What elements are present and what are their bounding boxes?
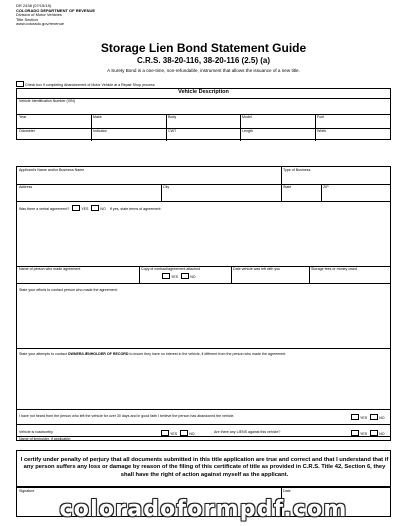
lienholder-name-field[interactable]: Name of lienholder, if applicable: xyxy=(19,436,71,441)
odometer-field[interactable]: Odometer xyxy=(19,129,35,133)
address-field[interactable]: Address xyxy=(19,185,33,189)
division-name: Division of Motor Vehicles xyxy=(16,12,62,18)
abandoned-yes-checkbox[interactable] xyxy=(351,414,359,420)
attempts-contact-field[interactable] xyxy=(19,352,379,356)
contract-copy-label: Copy of contract/agreement attached xyxy=(141,267,201,271)
contract-copy-options xyxy=(162,273,196,279)
make-field[interactable]: Make xyxy=(93,115,102,119)
business-type-field[interactable]: Type of Business xyxy=(283,168,311,172)
repair-shop-checkbox-label: Check box if completing Abandonment of Motor Vehicle at a Repair Shop process xyxy=(25,83,155,87)
website-link[interactable]: www.colorado.gov/revenue xyxy=(16,21,65,27)
roadworthy-yes-label: YES xyxy=(170,432,178,436)
form-id: DR 2438 (07/15/15) xyxy=(16,3,52,8)
length-field[interactable]: Length xyxy=(242,129,253,133)
signature-field[interactable]: Signature xyxy=(19,489,35,493)
repair-shop-checkbox-row xyxy=(16,81,155,87)
verbal-yes-checkbox[interactable] xyxy=(72,205,80,211)
storage-fees-field[interactable]: Storage fees or money owed xyxy=(311,267,357,271)
page-subtitle: C.R.S. 38-20-116, 38-20-116 (2.5) (a) xyxy=(137,56,270,65)
abandoned-yes-label: YES xyxy=(360,416,368,420)
zip-field[interactable]: ZIP xyxy=(323,185,329,189)
intro-text: A Surety Bond is a one-time, non-refundable, instrument that allows the issuance of a new title. xyxy=(107,68,300,73)
attempts-text-post: to insure they have no interest in the vehicle, if different from the person who made the agreement. xyxy=(128,352,287,356)
section-name: Title Section xyxy=(16,16,38,22)
liens-yes-label: YES xyxy=(360,432,368,436)
date-field[interactable]: Date xyxy=(283,489,291,493)
liens-no-label: NO xyxy=(379,432,385,436)
efforts-contact-field[interactable]: State your efforts to contact person who made the agreement: xyxy=(19,288,118,292)
verbal-agreement-question: Was there a verbal agreement? xyxy=(19,207,70,211)
abandoned-no-label: NO xyxy=(379,416,385,420)
attempts-text-bold: OWNER/LIENHOLDER OF RECORD xyxy=(67,352,129,356)
repair-shop-checkbox[interactable] xyxy=(16,81,24,87)
vehicle-section-title: Vehicle Description xyxy=(178,89,229,95)
year-field[interactable]: Year xyxy=(19,115,27,119)
indicator-field[interactable]: Indicator xyxy=(93,129,107,133)
contract-no-label: NO xyxy=(190,275,196,279)
applicant-name-field[interactable]: Applicant's Name and/or Business Name xyxy=(19,168,85,172)
city-field[interactable]: City xyxy=(163,185,170,189)
verbal-no-checkbox[interactable] xyxy=(91,205,99,211)
abandoned-options xyxy=(351,414,385,420)
roadworthy-no-label: NO xyxy=(189,432,195,436)
vehicle-description-table xyxy=(16,88,391,140)
verbal-terms-label: If yes, state terms of agreement: xyxy=(109,207,162,211)
form-header xyxy=(16,4,95,27)
width-field[interactable]: Width xyxy=(317,129,327,133)
date-left-field[interactable]: Date vehicle was left with you xyxy=(233,267,281,271)
contract-yes-checkbox[interactable] xyxy=(162,273,170,279)
fuel-field[interactable]: Fuel xyxy=(317,115,324,119)
verbal-yes-label: YES xyxy=(81,207,89,211)
attempts-text-pre: State your attempts to contact xyxy=(19,352,68,356)
cwt-field[interactable]: CWT xyxy=(168,129,177,133)
contract-yes-label: YES xyxy=(171,275,179,279)
department-name: COLORADO DEPARTMENT OF REVENUE xyxy=(16,7,96,13)
watermark-text: coloradoformpdf.com xyxy=(59,497,348,522)
abandoned-statement: I have not heard from the person who left the vehicle for over 30 days and in good faith I believe the person has abandoned the vehicle. xyxy=(19,414,235,418)
state-field[interactable]: State xyxy=(283,185,292,189)
applicant-table xyxy=(16,166,391,441)
roadworthy-label: Vehicle is roadworthy xyxy=(19,430,53,434)
verbal-no-label: NO xyxy=(100,207,106,211)
body-field[interactable]: Body xyxy=(168,115,177,119)
liens-label: Are there any LIENS against this vehicle? xyxy=(214,430,281,434)
vin-field[interactable]: Vehicle Identification Number (VIN) xyxy=(19,99,75,103)
abandoned-no-checkbox[interactable] xyxy=(370,414,378,420)
model-field[interactable]: Model xyxy=(242,115,252,119)
certification-box xyxy=(16,450,391,487)
agreement-person-field[interactable]: Name of person who made agreement xyxy=(19,267,81,271)
certification-statement: I certify under penalty of perjury that all documents submitted in this title application are true and correct and that I understand that if any person suffers any loss or damage by reason of the filing of this certificate of title as provided in C.R.S. Title 42, Section 6, they shall have the right of action against myself as the applicant. xyxy=(20,457,389,478)
verbal-agreement-row xyxy=(19,205,161,211)
page-title: Storage Lien Bond Statement Guide xyxy=(100,41,307,55)
contract-no-checkbox[interactable] xyxy=(181,273,189,279)
